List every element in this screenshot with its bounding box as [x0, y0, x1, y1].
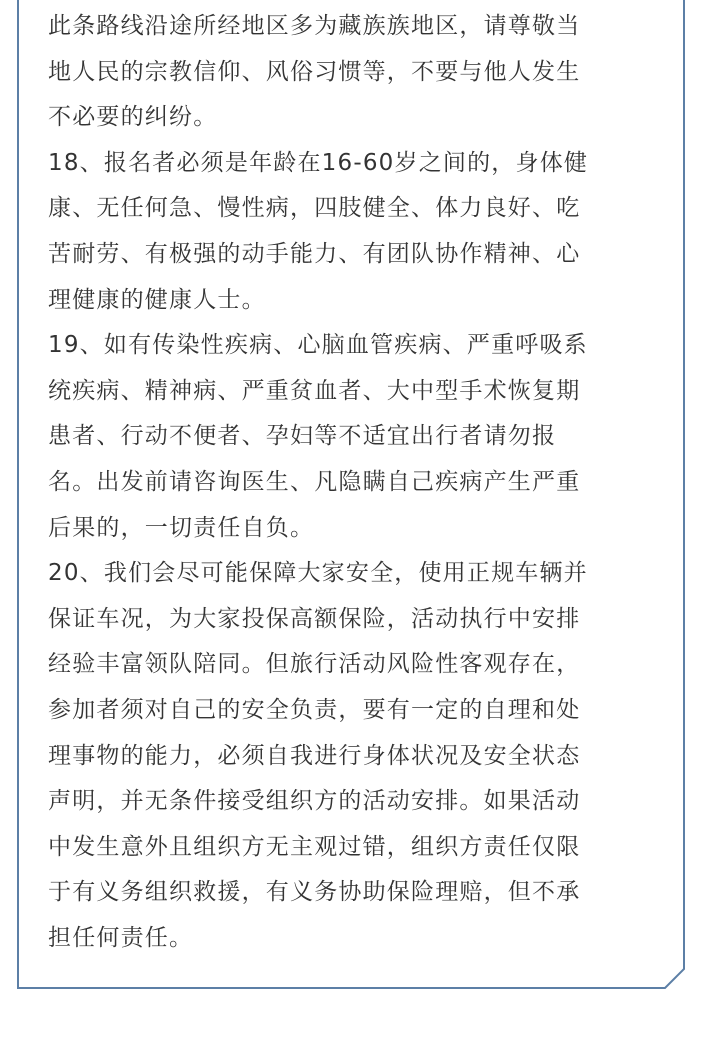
notice-text-body: [48, 4, 660, 961]
text-line: 理事物的能力，必须自我进行身体状况及安全状态: [48, 742, 581, 769]
text-line: 参加者须对自己的安全负责，要有一定的自理和处: [48, 696, 581, 723]
text-line: 统疾病、精神病、严重贫血者、大中型手术恢复期: [48, 377, 581, 404]
item-18-line: 18、报名者必须是年龄在16-60岁之间的，身体健: [48, 149, 589, 176]
text-line: 不必要的纠纷。: [48, 104, 218, 131]
text-line: 康、无任何急、慢性病，四肢健全、体力良好、吃: [48, 195, 581, 222]
text-line: 地人民的宗教信仰、风俗习惯等，不要与他人发生: [48, 58, 581, 85]
text-line: 于有义务组织救援，有义务协助保险理赔，但不承: [48, 879, 581, 906]
text-line: 后果的，一切责任自负。: [48, 514, 315, 541]
text-line: 理健康的健康人士。: [48, 286, 266, 313]
text-line: 声明，并无条件接受组织方的活动安排。如果活动: [48, 788, 581, 815]
item-19-line: 19、如有传染性疾病、心脑血管疾病、严重呼吸系: [48, 332, 588, 359]
text-line: 保证车况，为大家投保高额保险，活动执行中安排: [48, 605, 581, 632]
text-line: 担任何责任。: [48, 924, 194, 951]
text-line: 名。出发前请咨询医生、凡隐瞒自己疾病产生严重: [48, 468, 581, 495]
text-line: 中发生意外且组织方无主观过错，组织方责任仅限: [48, 833, 581, 860]
text-line: 此条路线沿途所经地区多为藏族族地区，请尊敬当: [48, 13, 581, 39]
text-line: 经验丰富领队陪同。但旅行活动风险性客观存在，: [48, 651, 581, 678]
text-line: 患者、行动不便者、孕妇等不适宜出行者请勿报: [48, 423, 557, 450]
item-20-line: 20、我们会尽可能保障大家安全，使用正规车辆并: [48, 560, 588, 587]
text-line: 苦耐劳、有极强的动手能力、有团队协作精神、心: [48, 240, 581, 267]
